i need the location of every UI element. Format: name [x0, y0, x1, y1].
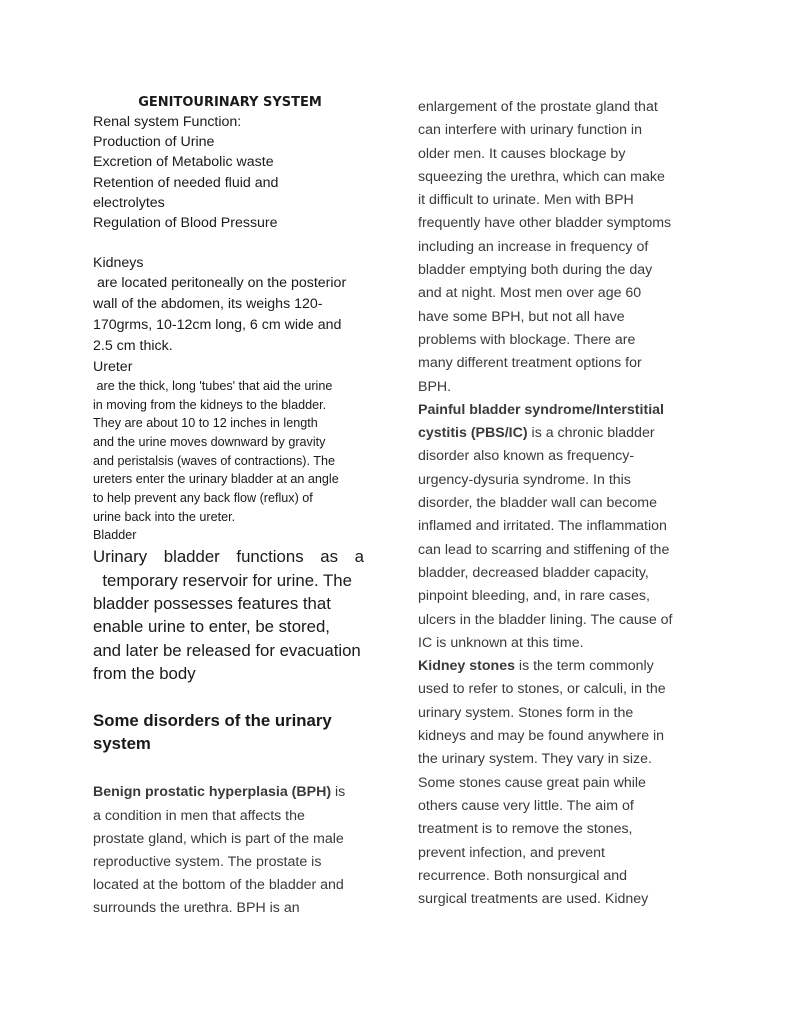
ureter-text-line: urine back into the ureter. [93, 509, 236, 524]
ureter-text-line: ureters enter the urinary bladder at an angle [93, 472, 339, 487]
ureter-text-line: in moving from the kidneys to the bladder. [93, 397, 327, 412]
renal-item: Retention of needed fluid and [93, 174, 279, 191]
bph-continued-line: older men. It causes blockage by [418, 145, 626, 162]
bph-continued-line: BPH. [418, 378, 452, 395]
ureter-section [93, 357, 378, 527]
stones-line: recurrence. Both nonsurgical and [418, 867, 627, 884]
ureter-text-line: They are about 10 to 12 inches in length [93, 416, 318, 431]
bph-continued-line: including an increase in frequency of [418, 238, 649, 255]
ureter-text-line: to help prevent any back flow (reflux) of [93, 491, 313, 506]
stones-line: used to refer to stones, or calculi, in the [418, 681, 666, 698]
pbs-line: ulcers in the bladder lining. The cause of [418, 611, 673, 628]
pbs-line: inflamed and irritated. The inflammation [418, 518, 667, 535]
disorders-heading: Some disorders of the urinary [93, 710, 332, 730]
pbs-line: disorder also known as frequency- [418, 448, 635, 465]
pbs-term: Painful bladder syndrome/Interstitial [418, 401, 664, 418]
bladder-text-line: enable urine to enter, be stored, [93, 617, 330, 637]
bph-continued-line: frequently have other bladder symptoms [418, 215, 672, 232]
bladder-text-line: and later be released for evacuation [93, 640, 361, 660]
kidneys-heading: Kidneys [93, 255, 144, 272]
bph-continued-line: bladder emptying both during the day [418, 262, 653, 279]
bph-continued-line: enlargement of the prostate gland that [418, 99, 658, 115]
bph-continued-line: squeezing the urethra, which can make [418, 168, 665, 185]
left-column [93, 94, 378, 921]
renal-item: electrolytes [93, 194, 165, 211]
renal-item: Production of Urine [93, 134, 215, 151]
pbs-term: cystitis (PBS/IC) [418, 425, 528, 442]
kidneys-text-line: wall of the abdomen, its weighs 120- [93, 296, 323, 313]
disorders-section [93, 709, 378, 921]
pbs-line: bladder, decreased bladder capacity, [418, 564, 649, 581]
bph-paragraph-line: located at the bottom of the bladder and [93, 877, 344, 894]
pbs-line: disorder, the bladder wall can become [418, 495, 657, 512]
bladder-text-line: from the body [93, 664, 196, 684]
stones-line: kidneys and may be found anywhere in [418, 728, 665, 745]
kidneys-text-line: 2.5 cm thick. [93, 337, 173, 354]
bph-continued [418, 96, 708, 399]
bph-continued-line: it difficult to urinate. Men with BPH [418, 192, 634, 209]
stones-term: Kidney stones [418, 658, 515, 675]
kidneys-text-line: are located peritoneally on the posterior [93, 275, 347, 292]
bph-paragraph-line: surrounds the urethra. BPH is an [93, 900, 300, 917]
stones-line: Kidney stones is the term commonly [418, 658, 654, 675]
ureter-heading: Ureter [93, 358, 133, 375]
pbs-ic-paragraph [418, 399, 708, 655]
bladder-heading: Bladder [93, 528, 137, 543]
pbs-line: cystitis (PBS/IC) is a chronic bladder [418, 425, 655, 442]
renal-heading: Renal system Function: [93, 114, 242, 130]
pbs-line: pinpoint bleeding, and, in rare cases, [418, 588, 650, 605]
stones-line: the urinary system. They vary in size. [418, 751, 652, 768]
pbs-term-line [418, 399, 708, 422]
bph-paragraph-line: prostate gland, which is part of the male [93, 830, 344, 847]
stones-line: surgical treatments are used. Kidney [418, 891, 649, 908]
renal-item: Regulation of Blood Pressure [93, 215, 278, 232]
stones-line: urinary system. Stones form in the [418, 704, 634, 721]
bladder-section [93, 526, 378, 685]
kidney-stones-paragraph [418, 655, 708, 911]
bph-continued-line: and at night. Most men over age 60 [418, 285, 642, 302]
bph-term: Benign prostatic hyperplasia (BPH) [93, 784, 332, 801]
pbs-line: can lead to scarring and stiffening of the [418, 541, 670, 558]
pbs-line: urgency-dysuria syndrome. In this [418, 471, 631, 488]
bladder-text-line: bladder possesses features that [93, 593, 331, 613]
bph-paragraph-line: Benign prostatic hyperplasia (BPH) is [93, 784, 346, 801]
kidneys-text-line: 170grms, 10-12cm long, 6 cm wide and [93, 317, 342, 334]
renal-item: Excretion of Metabolic waste [93, 154, 274, 171]
bladder-text-line: temporary reservoir for urine. The [93, 570, 352, 590]
renal-function-section [93, 112, 378, 233]
bph-continued-line: can interfere with urinary function in [418, 122, 642, 139]
bph-paragraph-line: a condition in men that affects the [93, 807, 305, 824]
kidneys-section [93, 253, 378, 356]
bladder-text-line: Urinary bladder functions as a [93, 547, 364, 567]
right-column [418, 96, 708, 911]
ureter-text-line: are the thick, long 'tubes' that aid the urine [93, 378, 333, 393]
pbs-line: IC is unknown at this time. [418, 634, 584, 651]
ureter-text-line: and peristalsis (waves of contractions). The [93, 453, 335, 468]
bph-paragraph-line: reproductive system. The prostate is [93, 854, 322, 870]
ureter-text-line: and the urine moves downward by gravity [93, 434, 326, 449]
bph-continued-line: problems with blockage. There are [418, 331, 636, 348]
stones-line: others cause very little. The aim of [418, 797, 634, 814]
disorders-heading: system [93, 733, 151, 753]
bph-continued-line: have some BPH, but not all have [418, 308, 625, 325]
page-title: GENITOURINARY SYSTEM [138, 95, 322, 110]
stones-line: Some stones cause great pain while [418, 774, 646, 791]
bph-continued-line: many different treatment options for [418, 355, 642, 372]
stones-line: treatment is to remove the stones, [418, 821, 633, 838]
stones-line: prevent infection, and prevent [418, 844, 605, 861]
